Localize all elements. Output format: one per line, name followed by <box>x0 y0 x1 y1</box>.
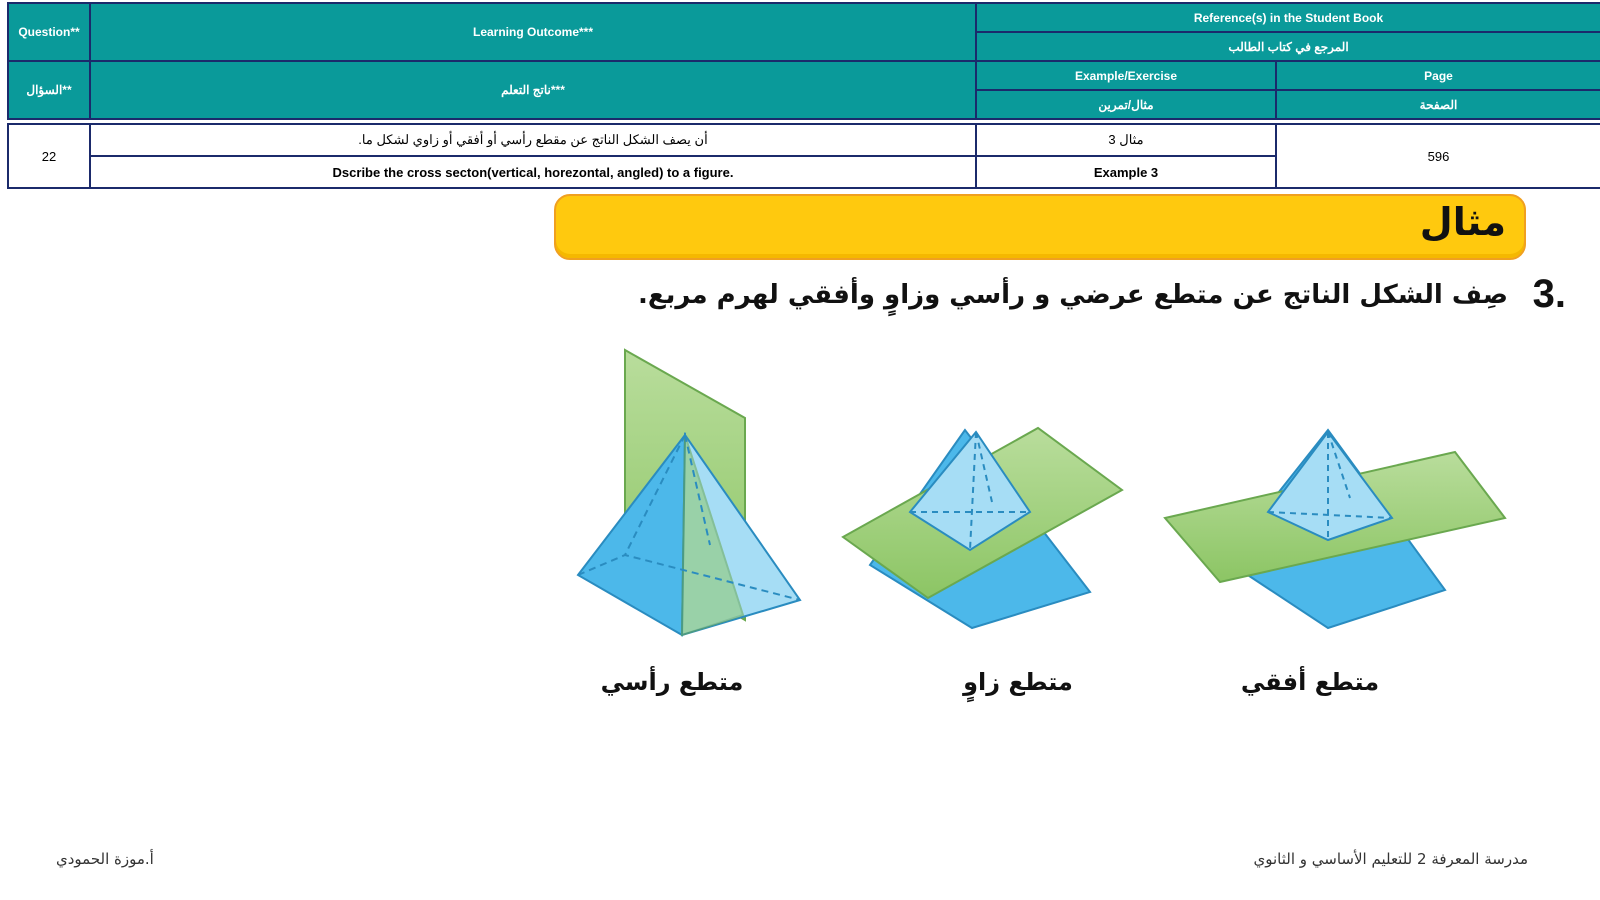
outcome-header-en: Learning Outcome*** <box>90 3 976 61</box>
reference-header-en: Reference(s) in the Student Book <box>976 3 1600 32</box>
question-number-label: 3. <box>1532 272 1566 316</box>
outcome-ar: أن يصف الشكل الناتج عن مقطع رأسي أو أفقي أو زاوي لشكل ما. <box>90 124 976 156</box>
angled-section-figure <box>843 428 1122 628</box>
example-en: Example 3 <box>976 156 1276 188</box>
footer-teacher: أ.موزة الحمودي <box>56 850 154 868</box>
header-table <box>7 2 1600 120</box>
vertical-section-figure <box>578 350 800 635</box>
footer-school: مدرسة المعرفة 2 للتعليم الأساسي و الثانوي <box>1253 850 1528 868</box>
reference-header-ar: المرجع في كتاب الطالب <box>976 32 1600 61</box>
horizontal-section-figure <box>1165 430 1505 628</box>
question-header-en: Question** <box>8 3 90 61</box>
question-number: 22 <box>8 124 90 188</box>
outcome-header-ar: ناتج التعلم*** <box>90 61 976 119</box>
caption-angled: متطع زاوٍ <box>963 668 1073 696</box>
question-header-ar: السؤال** <box>8 61 90 119</box>
example-header-en: Example/Exercise <box>976 61 1276 90</box>
page-number: 596 <box>1276 124 1600 188</box>
page-header-en: Page <box>1276 61 1600 90</box>
page-header-ar: الصفحة <box>1276 90 1600 119</box>
example-ar: مثال 3 <box>976 124 1276 156</box>
outcome-en: Dscribe the cross secton(vertical, horezontal, angled) to a figure. <box>90 156 976 188</box>
outcome-table <box>7 123 1600 189</box>
caption-vertical: متطع رأسي <box>600 668 744 696</box>
table-row <box>8 124 1600 156</box>
example-banner <box>554 194 1526 260</box>
banner-title: مثال <box>1419 200 1506 244</box>
example-header-ar: مثال/تمرين <box>976 90 1276 119</box>
caption-horizontal: متطع أفقي <box>1240 668 1380 696</box>
question-text: صِف الشكل الناتج عن متطع عرضي و رأسي وزاوٍ وأفقي لهرم مربع. <box>637 280 1508 310</box>
